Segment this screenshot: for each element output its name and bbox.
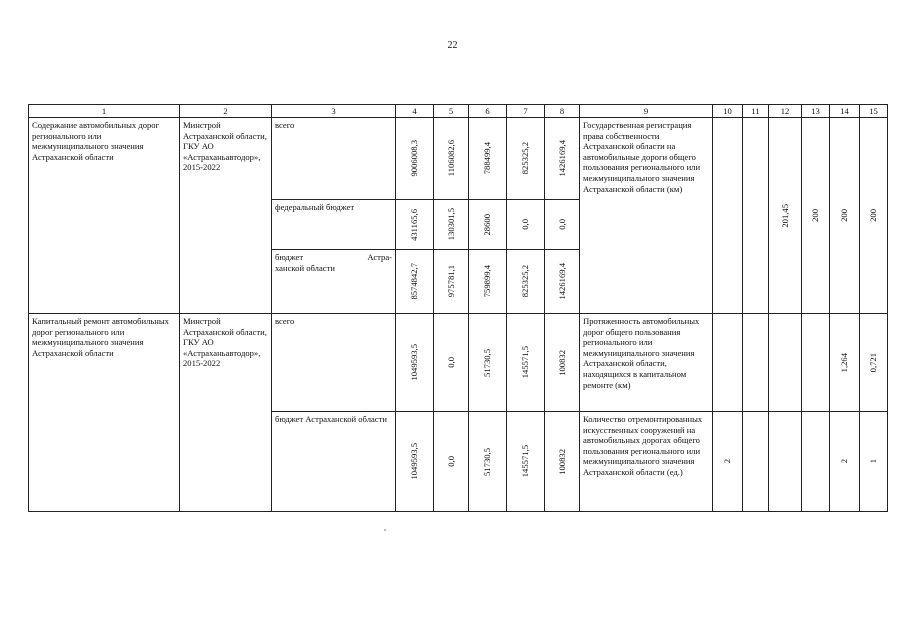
- value-cell: 130301,5: [434, 200, 469, 250]
- indicator-value: 200: [830, 118, 860, 314]
- value-cell: 0,0: [434, 412, 469, 512]
- source-label: федеральный бюджет: [272, 200, 396, 250]
- col-number: 13: [802, 105, 830, 118]
- value-cell: 1049593,5: [396, 314, 434, 412]
- indicator-cell: Количество отремонтированных искусственных сооружений на автомобильных дорогах общего пользования регионального или межмуниципального значения Астраханской области (ед.): [580, 412, 713, 512]
- source-label-line: бюджет Астра-: [275, 252, 392, 262]
- col-number: 15: [860, 105, 888, 118]
- indicator-value: 2: [713, 412, 743, 512]
- indicator-value: 0,721: [860, 314, 888, 412]
- value-cell: 0,0: [434, 314, 469, 412]
- value-cell: 1426169,4: [545, 118, 580, 200]
- indicator-value: [743, 412, 769, 512]
- indicator-value: 2: [830, 412, 860, 512]
- executor-cell: Минстрой Астраханской области, ГКУ АО «Астраханьавтодор», 2015-2022: [180, 118, 272, 314]
- col-number: 9: [580, 105, 713, 118]
- indicator-value: [769, 314, 802, 412]
- table-row: [29, 118, 888, 200]
- value-cell: 145571,5: [507, 412, 545, 512]
- indicator-value: 200: [860, 118, 888, 314]
- source-label: всего: [272, 314, 396, 412]
- value-cell: 1426169,4: [545, 250, 580, 314]
- value-cell: 788499,4: [469, 118, 507, 200]
- measure-cell: Капитальный ремонт автомобильных дорог регионального или межмуниципального значения Астраханской области: [29, 314, 180, 512]
- value-cell: 431165,6: [396, 200, 434, 250]
- col-number: 7: [507, 105, 545, 118]
- value-cell: 8574842,7: [396, 250, 434, 314]
- col-number: 11: [743, 105, 769, 118]
- measure-cell: Содержание автомобильных дорог регионального или межмуниципального значения Астраханской области: [29, 118, 180, 314]
- source-label-line: ханской области: [275, 262, 335, 273]
- executor-cell: Минстрой Астраханской области, ГКУ АО «Астраханьавтодор», 2015-2022: [180, 314, 272, 512]
- col-number: 2: [180, 105, 272, 118]
- indicator-value: [743, 314, 769, 412]
- value-cell: 0,0: [507, 200, 545, 250]
- indicator-value: [713, 314, 743, 412]
- value-cell: 9006008,3: [396, 118, 434, 200]
- value-cell: 51730,5: [469, 314, 507, 412]
- indicator-value: 201,45: [769, 118, 802, 314]
- scan-speck: [384, 529, 386, 531]
- indicator-cell: Государственная регистрация права собственности Астраханской области на автомобильные дороги общего пользования регионального или межмуниципального значения Астраханской области (км): [580, 118, 713, 314]
- indicator-cell: Протяженность автомобильных дорог общего пользования регионального или межмуниципального значения Астраханской области, находящихся в капитальном ремонте (км): [580, 314, 713, 412]
- col-number: 3: [272, 105, 396, 118]
- column-number-row: [29, 105, 888, 118]
- page-number: 22: [447, 40, 458, 51]
- source-label: всего: [272, 118, 396, 200]
- value-cell: 1106082,6: [434, 118, 469, 200]
- indicator-value: [769, 412, 802, 512]
- value-cell: 0,0: [545, 200, 580, 250]
- program-table: [28, 104, 888, 512]
- value-cell: 825325,2: [507, 118, 545, 200]
- value-cell: 28600: [469, 200, 507, 250]
- source-label: бюджет Астраханской области: [272, 412, 396, 512]
- value-cell: 51730,5: [469, 412, 507, 512]
- col-number: 12: [769, 105, 802, 118]
- value-cell: 825325,2: [507, 250, 545, 314]
- indicator-value: 200: [802, 118, 830, 314]
- col-number: 6: [469, 105, 507, 118]
- indicator-value: 1,264: [830, 314, 860, 412]
- indicator-value: [743, 118, 769, 314]
- col-number: 4: [396, 105, 434, 118]
- col-number: 14: [830, 105, 860, 118]
- value-cell nb: 100832: [545, 314, 580, 412]
- value-cell: 759899,4: [469, 250, 507, 314]
- col-number: 10: [713, 105, 743, 118]
- indicator-value: 1: [860, 412, 888, 512]
- col-number: 5: [434, 105, 469, 118]
- indicator-value: [713, 118, 743, 314]
- value-cell: 975781,1: [434, 250, 469, 314]
- value-cell: 1049593,5: [396, 412, 434, 512]
- source-label: [272, 250, 396, 314]
- indicator-value: [802, 314, 830, 412]
- col-number: 1: [29, 105, 180, 118]
- indicator-value: [802, 412, 830, 512]
- col-number: 8: [545, 105, 580, 118]
- table-row: [29, 314, 888, 412]
- value-cell: 145571,5: [507, 314, 545, 412]
- value-cell: 100832: [545, 412, 580, 512]
